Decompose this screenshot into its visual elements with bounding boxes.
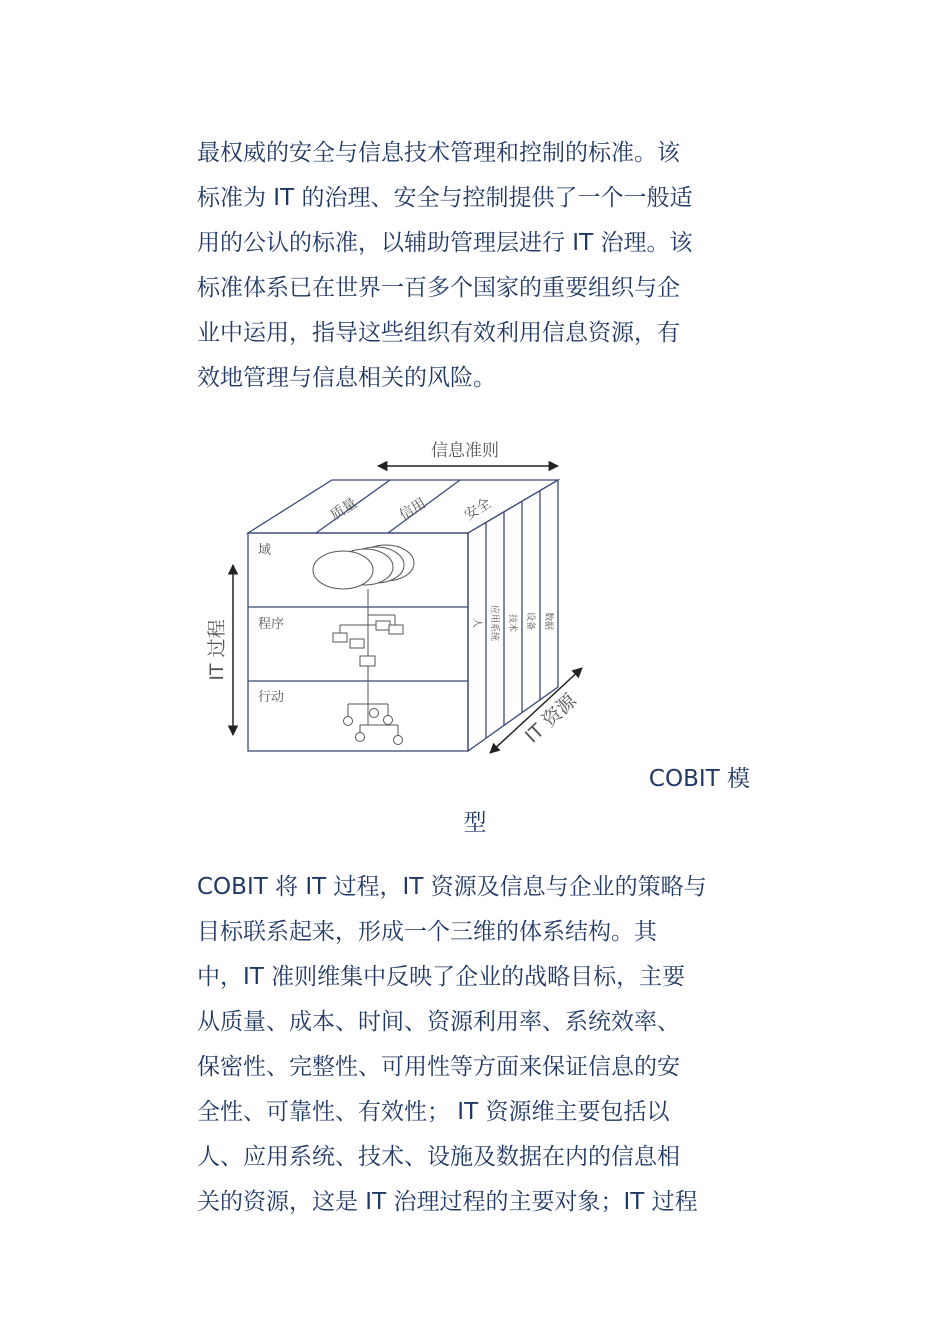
paragraph-line: COBIT 将 IT 过程，IT 资源及信息与企业的策略与 [197,874,707,900]
paragraph-line: 用的公认的标准，以辅助管理层进行 IT 治理。该 [197,230,693,256]
paragraph-line: 中，IT 准则维集中反映了企业的战略目标，主要 [197,964,686,990]
resource-label: 技术 [507,613,517,633]
info-criteria-label: 信息准则 [431,441,499,461]
top-face-label: 安全 [461,495,494,524]
resource-label: 数据 [543,611,553,631]
resource-label: 应用系统 [489,604,499,642]
row-label: 行动 [258,690,285,705]
figure-caption-continued: 型 [463,810,487,836]
resource-label: 设备 [525,611,535,631]
paragraph-line: 关的资源，这是 IT 治理过程的主要对象；IT 过程 [197,1189,698,1215]
paragraph-line: 人、应用系统、技术、设施及数据在内的信息相 [197,1144,680,1170]
paragraph-line: 业中运用，指导这些组织有效利用信息资源，有 [197,320,680,346]
paragraph-line: 效地管理与信息相关的风险。 [197,365,496,391]
paragraph-line: 目标联系起来，形成一个三维的体系结构。其 [197,919,657,945]
paragraph-line: 最权威的安全与信息技术管理和控制的标准。该 [197,140,680,166]
row-label: 程序 [258,617,285,632]
paragraph-line: 标准体系已在世界一百多个国家的重要组织与企 [197,275,680,301]
figure-caption: COBIT 模 [648,766,750,792]
top-face-label: 信用 [396,495,429,524]
paragraph-line: 从质量、成本、时间、资源利用率、系统效率、 [197,1009,680,1035]
row-label: 域 [258,543,272,558]
action-tree-icon [344,666,403,745]
cobit-cube-diagram [190,425,610,765]
paragraph-line: 全性、可靠性、有效性； IT 资源维主要包括以 [197,1099,670,1125]
it-resource-label: IT 资源 [521,689,581,748]
top-face-label: 质量 [327,495,360,524]
resource-label: 人 [471,618,482,628]
domain-ellipses-icon [313,545,414,589]
process-tree-icon [333,589,403,666]
paragraph-line: 标准为 IT 的治理、安全与控制提供了一个一般适 [197,185,693,211]
paragraph-line: 保密性、完整性、可用性等方面来保证信息的安 [197,1054,680,1080]
intro-paragraph [197,131,767,401]
cobit-cube-figure [190,425,610,765]
body-paragraph [197,865,767,1225]
it-process-label: IT 过程 [206,619,228,681]
